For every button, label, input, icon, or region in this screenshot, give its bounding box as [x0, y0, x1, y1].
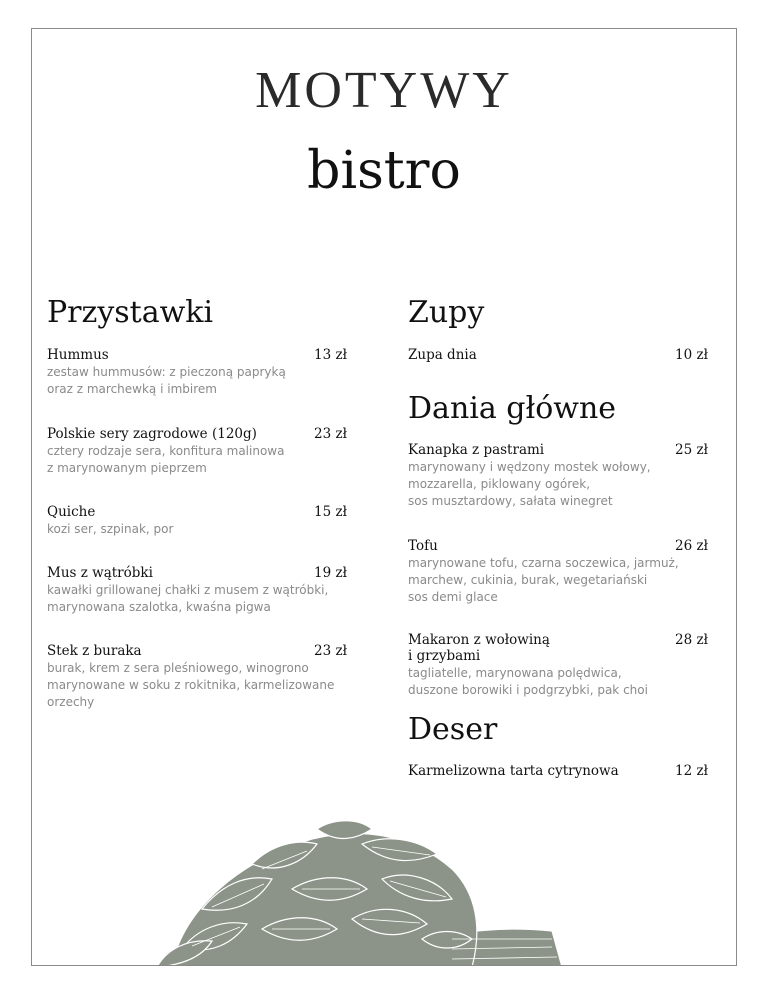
menu-item — [47, 347, 347, 398]
item-name: Kanapka z pastrami — [408, 442, 545, 458]
menu-item — [408, 763, 708, 779]
item-name: Zupa dnia — [408, 347, 477, 363]
item-name: Karmelizowna tarta cytrynowa — [408, 763, 619, 779]
item-description: burak, krem z sera pleśniowego, winogrono marynowane w soku z rokitnika, karmelizowane orzechy — [47, 661, 335, 709]
item-price: 23 zł — [314, 643, 347, 659]
item-price: 28 zł — [675, 632, 708, 648]
item-price: 23 zł — [314, 426, 347, 442]
menu-item — [47, 643, 347, 711]
item-description: tagliatelle, marynowana polędwica, duszone borowiki i podgrzybki, pak choi — [408, 666, 648, 697]
section-title-zupy: Zupy — [408, 295, 485, 330]
artichoke-icon — [132, 789, 572, 966]
item-description: zestaw hummusów: z pieczoną papryką oraz z marchewką i imbirem — [47, 365, 286, 396]
item-price: 12 zł — [675, 763, 708, 779]
item-description: marynowane tofu, czarna soczewica, jarmuż, marchew, cukinia, burak, wegetariański sos demi glace — [408, 556, 679, 604]
item-name: Stek z buraka — [47, 643, 142, 659]
item-price: 15 zł — [314, 504, 347, 520]
item-name: Polskie sery zagrodowe (120g) — [47, 426, 257, 442]
menu-item — [408, 632, 708, 699]
item-price: 25 zł — [675, 442, 708, 458]
item-description: marynowany i wędzony mostek wołowy, mozzarella, piklowany ogórek, sos musztardowy, sałata winegret — [408, 460, 651, 508]
item-name: Quiche — [47, 504, 96, 520]
item-price: 10 zł — [675, 347, 708, 363]
section-title-dania-glowne: Dania główne — [408, 391, 617, 426]
item-description: cztery rodzaje sera, konfitura malinowa z marynowanym pieprzem — [47, 444, 285, 475]
menu-item — [408, 538, 708, 606]
item-price: 19 zł — [314, 565, 347, 581]
item-name: Tofu — [408, 538, 438, 554]
menu-item — [408, 347, 708, 363]
brand-subtitle: bistro — [307, 141, 461, 201]
item-name: Makaron z wołowiną i grzybami — [408, 632, 550, 664]
menu-item — [47, 504, 347, 538]
item-name: Mus z wątróbki — [47, 565, 153, 581]
section-title-deser: Deser — [408, 712, 498, 747]
menu-item — [47, 565, 347, 616]
item-price: 26 zł — [675, 538, 708, 554]
menu-item — [408, 442, 708, 510]
item-name: Hummus — [47, 347, 109, 363]
item-description: kawałki grillowanej chałki z musem z wątróbki, marynowana szalotka, kwaśna pigwa — [47, 583, 329, 614]
menu-item — [47, 426, 347, 477]
section-title-przystawki: Przystawki — [47, 295, 214, 330]
brand-title: MOTYWY — [255, 62, 513, 119]
item-description: kozi ser, szpinak, por — [47, 522, 174, 536]
item-price: 13 zł — [314, 347, 347, 363]
menu-page — [31, 28, 737, 966]
